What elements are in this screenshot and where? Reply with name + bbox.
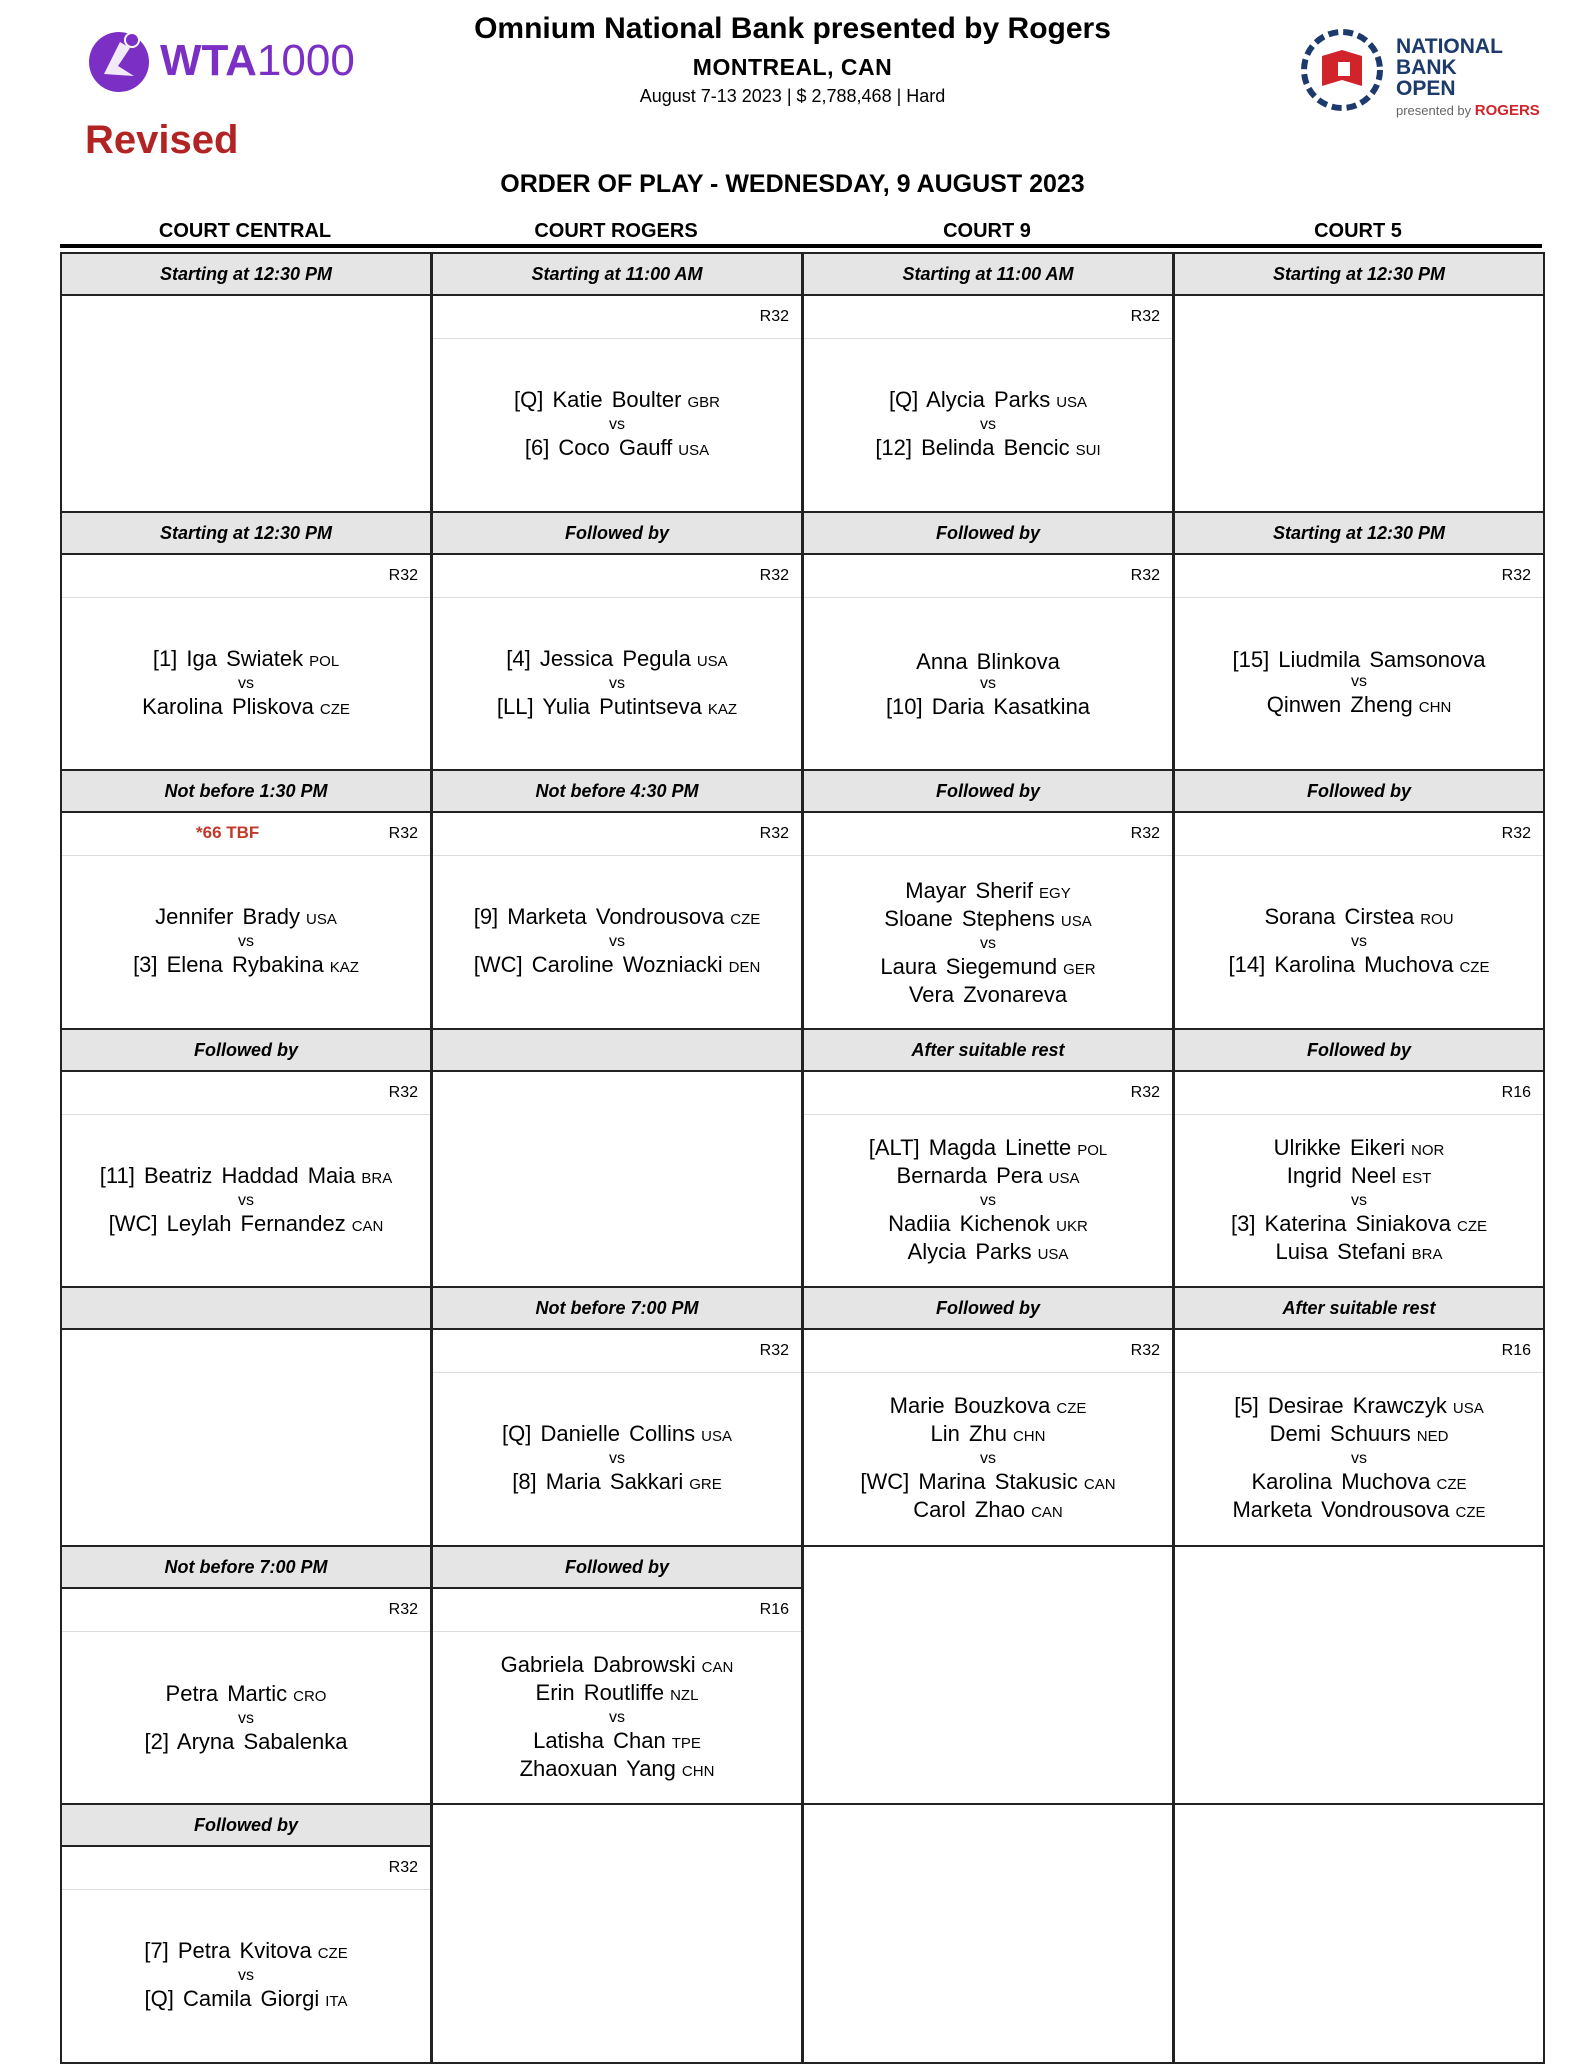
player-line-b bbox=[520, 1756, 715, 1784]
match-entry bbox=[433, 857, 801, 1028]
player-name: Petra Martic bbox=[165, 1681, 288, 1707]
player-line-b bbox=[1275, 1239, 1442, 1267]
match-cell bbox=[1173, 1286, 1545, 1547]
start-time-band: Not before 7:00 PM bbox=[433, 1288, 801, 1330]
round-label: R32 bbox=[388, 1600, 418, 1618]
player-country: USA bbox=[1056, 394, 1088, 412]
match-entry bbox=[1175, 1116, 1543, 1287]
match-cell bbox=[431, 511, 803, 772]
round-label: R32 bbox=[1130, 1342, 1160, 1359]
player-country: CZE bbox=[319, 700, 350, 718]
vs-label: vs bbox=[980, 1191, 996, 1209]
player-name: [11] Beatriz Haddad Maia bbox=[99, 1162, 356, 1188]
empty-cell bbox=[802, 1803, 1174, 2064]
tournament-location: MONTREAL, CAN bbox=[692, 54, 893, 80]
match-entry bbox=[1175, 1374, 1543, 1545]
match-entry bbox=[433, 599, 801, 770]
court-header-rogers: COURT ROGERS bbox=[534, 220, 698, 242]
player-name: Gabriela Dabrowski bbox=[500, 1651, 696, 1677]
round-label: R32 bbox=[1130, 308, 1160, 325]
player-name: [14] Karolina Muchova bbox=[1228, 952, 1454, 978]
player-line-a bbox=[1274, 1135, 1445, 1163]
start-time-band: Not before 7:00 PM bbox=[62, 1547, 430, 1589]
player-country: USA bbox=[1037, 1245, 1069, 1263]
match-entry bbox=[1175, 857, 1543, 1028]
player-country: CAN bbox=[701, 1658, 734, 1676]
player-country: POL bbox=[309, 652, 340, 670]
match-entry bbox=[62, 1116, 430, 1287]
player-line-b bbox=[109, 1211, 384, 1239]
player-country: UKR bbox=[1056, 1217, 1088, 1235]
match-cell bbox=[60, 769, 432, 1030]
player-line-b bbox=[133, 952, 359, 980]
player-country: DEN bbox=[728, 959, 761, 977]
player-line-a bbox=[1234, 1393, 1483, 1421]
round-divider bbox=[433, 1372, 801, 1373]
player-country: CZE bbox=[1457, 1217, 1488, 1235]
player-name: [WC] Marina Stakusic bbox=[860, 1469, 1078, 1495]
match-cell bbox=[431, 1028, 803, 1289]
player-country: CZE bbox=[1056, 1400, 1087, 1418]
player-line-b bbox=[142, 694, 350, 722]
match-cell bbox=[802, 252, 1174, 513]
match-entry bbox=[433, 340, 801, 511]
player-line-b bbox=[512, 1469, 722, 1497]
player-name: [8] Maria Sakkari bbox=[512, 1469, 684, 1495]
player-name: [Q] Alycia Parks bbox=[888, 387, 1051, 413]
round-divider bbox=[1175, 855, 1543, 856]
player-line-a bbox=[166, 1681, 327, 1709]
player-name: Vera Zvonareva bbox=[908, 981, 1068, 1007]
round-divider bbox=[433, 1631, 801, 1632]
round-divider bbox=[433, 597, 801, 598]
player-name: Qinwen Zheng bbox=[1266, 692, 1413, 718]
player-name: Karolina Muchova bbox=[1251, 1469, 1431, 1495]
player-line-a bbox=[502, 1421, 732, 1449]
round-label: R32 bbox=[388, 1083, 418, 1101]
vs-label: vs bbox=[1351, 1191, 1367, 1209]
player-country: USA bbox=[306, 911, 337, 929]
match-cell bbox=[431, 1545, 803, 1806]
player-name: [10] Daria Kasatkina bbox=[885, 693, 1091, 719]
player-line-a bbox=[153, 646, 339, 674]
player-line-b bbox=[1231, 1211, 1487, 1239]
round-label: R32 bbox=[388, 825, 418, 842]
player-line-b bbox=[860, 1469, 1115, 1497]
round-divider bbox=[433, 855, 801, 856]
player-country: USA bbox=[1060, 912, 1092, 930]
match-cell bbox=[431, 1286, 803, 1547]
player-line-a bbox=[1270, 1421, 1449, 1449]
player-name: [12] Belinda Bencic bbox=[875, 435, 1070, 461]
court-header-central: COURT CENTRAL bbox=[158, 220, 332, 242]
player-line-a bbox=[889, 387, 1087, 415]
match-cell bbox=[60, 511, 432, 772]
round-divider bbox=[804, 855, 1172, 856]
player-line-b bbox=[1251, 1469, 1466, 1497]
player-country: USA bbox=[701, 1428, 732, 1446]
round-divider bbox=[804, 338, 1172, 339]
vs-label: vs bbox=[980, 416, 996, 434]
player-country: CAN bbox=[1083, 1476, 1116, 1494]
match-entry bbox=[804, 1374, 1172, 1545]
player-name: [Q] Danielle Collins bbox=[502, 1421, 696, 1447]
match-cell bbox=[60, 1803, 432, 2064]
start-time-band: Followed by bbox=[62, 1805, 430, 1847]
match-entry bbox=[62, 1891, 430, 2062]
round-label: R16 bbox=[1501, 1083, 1531, 1101]
player-line-a bbox=[144, 1938, 347, 1966]
vs-label: vs bbox=[609, 1450, 625, 1468]
player-name: Latisha Chan bbox=[533, 1727, 666, 1753]
player-name: Ulrikke Eikeri bbox=[1273, 1134, 1405, 1160]
player-name: Laura Siegemund bbox=[880, 953, 1058, 979]
player-line-a bbox=[1287, 1163, 1432, 1191]
start-time-band: Starting at 12:30 PM bbox=[62, 513, 430, 555]
match-cell bbox=[1173, 1028, 1545, 1289]
round-divider bbox=[62, 597, 430, 598]
match-entry bbox=[804, 857, 1172, 1028]
round-divider bbox=[804, 1372, 1172, 1373]
player-country: ROU bbox=[1420, 911, 1454, 929]
player-line-a bbox=[905, 878, 1070, 906]
player-name: [9] Marketa Vondrousova bbox=[473, 904, 725, 930]
round-divider bbox=[804, 597, 1172, 598]
national-bank-open-wordmark: NATIONAL BANK OPEN bbox=[1396, 35, 1503, 100]
player-name: Bernarda Pera bbox=[896, 1162, 1043, 1188]
start-time-band: Starting at 12:30 PM bbox=[1175, 513, 1543, 555]
start-time-band: Starting at 11:00 AM bbox=[804, 254, 1172, 296]
order-of-play-title: ORDER OF PLAY - WEDNESDAY, 9 AUGUST 2023 bbox=[500, 170, 1085, 198]
player-name: [4] Jessica Pegula bbox=[506, 645, 691, 671]
match-entry bbox=[1175, 599, 1543, 770]
vs-label: vs bbox=[238, 1710, 254, 1728]
player-line-a bbox=[916, 649, 1060, 674]
player-name: [3] Katerina Siniakova bbox=[1230, 1210, 1452, 1236]
start-time-band: Not before 1:30 PM bbox=[62, 771, 430, 813]
round-divider bbox=[1175, 1372, 1543, 1373]
presented-by-rogers: presented by ROGERS bbox=[1396, 102, 1540, 119]
tournament-details: August 7-13 2023 | $ 2,788,468 | Hard bbox=[639, 86, 946, 106]
match-entry bbox=[62, 599, 430, 770]
player-country: SUI bbox=[1075, 442, 1101, 460]
player-name: [LL] Yulia Putintseva bbox=[496, 693, 702, 719]
start-time-band: After suitable rest bbox=[1175, 1288, 1543, 1330]
national-bank-open-logo-icon bbox=[1298, 26, 1386, 114]
player-name: Lin Zhu bbox=[930, 1421, 1007, 1447]
vs-label: vs bbox=[609, 674, 625, 692]
round-divider bbox=[62, 1631, 430, 1632]
match-cell bbox=[802, 1028, 1174, 1289]
player-country: NZL bbox=[670, 1686, 699, 1704]
start-time-band bbox=[433, 1030, 801, 1072]
start-time-band: Followed by bbox=[433, 513, 801, 555]
vs-label: vs bbox=[238, 1967, 254, 1985]
start-time-band: Starting at 11:00 AM bbox=[433, 254, 801, 296]
player-line-b bbox=[145, 1986, 348, 2014]
match-cell bbox=[802, 511, 1174, 772]
player-name: Anna Blinkova bbox=[916, 648, 1060, 674]
player-line-b bbox=[880, 954, 1095, 982]
player-country: CZE bbox=[1455, 1504, 1486, 1522]
player-country: KAZ bbox=[329, 959, 359, 977]
player-country: NED bbox=[1416, 1428, 1449, 1446]
player-country: GRE bbox=[689, 1476, 722, 1494]
player-name: [ALT] Magda Linette bbox=[868, 1134, 1072, 1160]
vs-label: vs bbox=[609, 933, 625, 951]
round-divider bbox=[433, 338, 801, 339]
player-country: CZE bbox=[1459, 959, 1490, 977]
empty-cell bbox=[1173, 1545, 1545, 1806]
round-label: R32 bbox=[759, 566, 789, 584]
start-time-band: Followed by bbox=[62, 1030, 430, 1072]
player-line-b bbox=[1232, 1497, 1485, 1525]
player-name: [WC] Caroline Wozniacki bbox=[473, 952, 723, 978]
wta-1000-logo: WTA1000 bbox=[160, 36, 355, 85]
round-label: R32 bbox=[759, 1342, 789, 1359]
match-entry bbox=[804, 1116, 1172, 1287]
vs-label: vs bbox=[980, 934, 996, 952]
match-cell bbox=[802, 769, 1174, 1030]
player-line-a bbox=[514, 387, 720, 415]
player-line-a bbox=[1232, 647, 1485, 672]
vs-label: vs bbox=[238, 1191, 254, 1209]
court-header-5: COURT 5 bbox=[1314, 220, 1402, 242]
vs-label: vs bbox=[980, 1450, 996, 1468]
player-name: Karolina Pliskova bbox=[142, 693, 314, 719]
round-label: R32 bbox=[1130, 1083, 1160, 1101]
player-name: [Q] Camila Giorgi bbox=[144, 1986, 320, 2012]
player-name: Sloane Stephens bbox=[884, 905, 1055, 931]
player-country: USA bbox=[696, 652, 728, 670]
player-name: Zhaoxuan Yang bbox=[519, 1755, 676, 1781]
empty-cell bbox=[802, 1545, 1174, 1806]
header-rule bbox=[60, 244, 1542, 248]
court-header-9: COURT 9 bbox=[943, 220, 1031, 242]
player-name: Mayar Sherif bbox=[905, 877, 1034, 903]
round-label: R32 bbox=[1501, 566, 1531, 584]
player-name: Ingrid Neel bbox=[1286, 1162, 1397, 1188]
player-line-b bbox=[908, 1239, 1069, 1267]
player-name: [6] Coco Gauff bbox=[524, 435, 673, 461]
player-line-a bbox=[931, 1421, 1046, 1449]
match-cell bbox=[60, 1028, 432, 1289]
round-label: R32 bbox=[388, 566, 418, 584]
player-country: BRA bbox=[1411, 1245, 1443, 1263]
player-name: [WC] Leylah Fernandez bbox=[108, 1210, 346, 1236]
player-country: POL bbox=[1077, 1141, 1108, 1159]
round-label: R32 bbox=[1130, 566, 1160, 584]
round-divider bbox=[62, 1889, 430, 1890]
player-country: CAN bbox=[351, 1217, 384, 1235]
player-line-b bbox=[1267, 692, 1452, 720]
player-line-b bbox=[913, 1497, 1063, 1525]
vs-label: vs bbox=[609, 1708, 625, 1726]
match-entry bbox=[804, 599, 1172, 770]
vs-label: vs bbox=[238, 674, 254, 692]
player-country: GER bbox=[1063, 960, 1096, 978]
vs-label: vs bbox=[609, 416, 625, 434]
player-line-a bbox=[474, 904, 761, 932]
player-line-a bbox=[155, 904, 337, 932]
empty-cell bbox=[431, 1803, 803, 2064]
player-name: Nadiia Kichenok bbox=[888, 1210, 1051, 1236]
vs-label: vs bbox=[1351, 1450, 1367, 1468]
round-label: R16 bbox=[1501, 1342, 1531, 1359]
player-name: [2] Aryna Sabalenka bbox=[144, 1729, 348, 1755]
player-name: Jennifer Brady bbox=[155, 904, 300, 930]
player-name: Sorana Cirstea bbox=[1264, 904, 1415, 930]
player-line-b bbox=[888, 1211, 1088, 1239]
player-line-b bbox=[525, 435, 709, 463]
round-label: R32 bbox=[759, 308, 789, 325]
match-cell bbox=[1173, 252, 1545, 513]
player-name: [5] Desirae Krawczyk bbox=[1234, 1393, 1447, 1419]
match-cell bbox=[60, 252, 432, 513]
player-line-a bbox=[869, 1135, 1108, 1163]
player-line-b bbox=[909, 982, 1067, 1007]
vs-label: vs bbox=[1351, 673, 1367, 691]
start-time-band: Not before 4:30 PM bbox=[433, 771, 801, 813]
player-line-a bbox=[100, 1163, 392, 1191]
player-country: EST bbox=[1402, 1169, 1432, 1187]
player-country: USA bbox=[1048, 1169, 1080, 1187]
match-entry bbox=[804, 340, 1172, 511]
round-divider bbox=[1175, 597, 1543, 598]
player-name: Luisa Stefani bbox=[1275, 1238, 1406, 1264]
match-note: *66 TBF bbox=[196, 823, 260, 842]
player-country: GBR bbox=[687, 394, 720, 412]
player-country: CZE bbox=[730, 911, 761, 929]
vs-label: vs bbox=[238, 933, 254, 951]
round-divider bbox=[804, 1114, 1172, 1115]
round-divider bbox=[62, 855, 430, 856]
player-name: Erin Routliffe bbox=[535, 1679, 665, 1705]
match-cell bbox=[802, 1286, 1174, 1547]
round-label: R32 bbox=[1501, 825, 1531, 842]
player-name: [15] Liudmila Samsonova bbox=[1232, 647, 1486, 673]
round-label: R32 bbox=[759, 825, 789, 842]
player-line-b bbox=[474, 952, 761, 980]
player-country: CHN bbox=[681, 1762, 715, 1780]
player-name: [3] Elena Rybakina bbox=[133, 952, 324, 978]
match-cell bbox=[1173, 511, 1545, 772]
player-country: TPE bbox=[671, 1734, 701, 1752]
player-line-a bbox=[501, 1652, 734, 1680]
start-time-band: Followed by bbox=[804, 1288, 1172, 1330]
player-line-b bbox=[875, 435, 1100, 463]
start-time-band: Followed by bbox=[433, 1547, 801, 1589]
match-entry bbox=[433, 1374, 801, 1545]
start-time-band: Starting at 12:30 PM bbox=[1175, 254, 1543, 296]
player-line-a bbox=[1264, 904, 1453, 932]
player-name: [7] Petra Kvitova bbox=[144, 1938, 312, 1964]
player-line-b bbox=[1229, 952, 1490, 980]
start-time-band: Followed by bbox=[1175, 1030, 1543, 1072]
start-time-band: Followed by bbox=[804, 513, 1172, 555]
player-name: Marketa Vondrousova bbox=[1232, 1497, 1450, 1523]
round-divider bbox=[62, 1114, 430, 1115]
start-time-band: After suitable rest bbox=[804, 1030, 1172, 1072]
vs-label: vs bbox=[1351, 933, 1367, 951]
player-name: Marie Bouzkova bbox=[889, 1393, 1051, 1419]
player-name: Alycia Parks bbox=[907, 1238, 1032, 1264]
match-cell bbox=[60, 1286, 432, 1547]
vs-label: vs bbox=[980, 674, 996, 692]
player-name: [Q] Katie Boulter bbox=[514, 387, 682, 413]
player-line-a bbox=[897, 1163, 1080, 1191]
player-country: CRO bbox=[293, 1688, 327, 1706]
player-country: EGY bbox=[1039, 884, 1071, 902]
player-line-b bbox=[497, 694, 737, 722]
player-country: ITA bbox=[325, 1993, 348, 2011]
round-label: R32 bbox=[388, 1859, 418, 1876]
player-line-b bbox=[886, 694, 1090, 719]
player-country: CZE bbox=[1436, 1476, 1467, 1494]
match-entry bbox=[433, 1633, 801, 1804]
player-country: CZE bbox=[317, 1945, 348, 1963]
start-time-band bbox=[62, 1288, 430, 1330]
player-country: USA bbox=[678, 442, 710, 460]
player-line-a bbox=[890, 1393, 1087, 1421]
player-country: NOR bbox=[1411, 1141, 1445, 1159]
match-cell bbox=[60, 1545, 432, 1806]
player-name: [1] Iga Swiatek bbox=[152, 645, 304, 671]
round-label: R16 bbox=[759, 1600, 789, 1618]
player-line-b bbox=[533, 1728, 701, 1756]
empty-cell bbox=[1173, 1803, 1545, 2064]
player-line-b bbox=[145, 1729, 348, 1754]
player-name: Carol Zhao bbox=[913, 1497, 1026, 1523]
match-cell bbox=[1173, 769, 1545, 1030]
player-name: Demi Schuurs bbox=[1269, 1421, 1411, 1447]
round-divider bbox=[1175, 1114, 1543, 1115]
start-time-band: Followed by bbox=[1175, 771, 1543, 813]
player-country: KAZ bbox=[707, 700, 738, 718]
match-entry bbox=[62, 1633, 430, 1804]
player-country: BRA bbox=[361, 1169, 393, 1187]
player-line-a bbox=[506, 646, 727, 674]
player-country: CHN bbox=[1418, 699, 1452, 717]
start-time-band: Starting at 12:30 PM bbox=[62, 254, 430, 296]
player-line-a bbox=[884, 906, 1091, 934]
wta-player-icon bbox=[82, 22, 156, 96]
player-country: USA bbox=[1452, 1400, 1484, 1418]
player-line-a bbox=[536, 1680, 699, 1708]
start-time-band: Followed by bbox=[804, 771, 1172, 813]
match-entry bbox=[62, 857, 430, 1028]
match-cell bbox=[431, 252, 803, 513]
player-country: CAN bbox=[1031, 1504, 1063, 1522]
match-cell bbox=[431, 769, 803, 1030]
revised-label: Revised bbox=[85, 118, 239, 162]
player-country: CHN bbox=[1012, 1428, 1046, 1446]
round-label: R32 bbox=[1130, 825, 1160, 842]
tournament-title: Omnium National Bank presented by Rogers bbox=[474, 12, 1111, 45]
